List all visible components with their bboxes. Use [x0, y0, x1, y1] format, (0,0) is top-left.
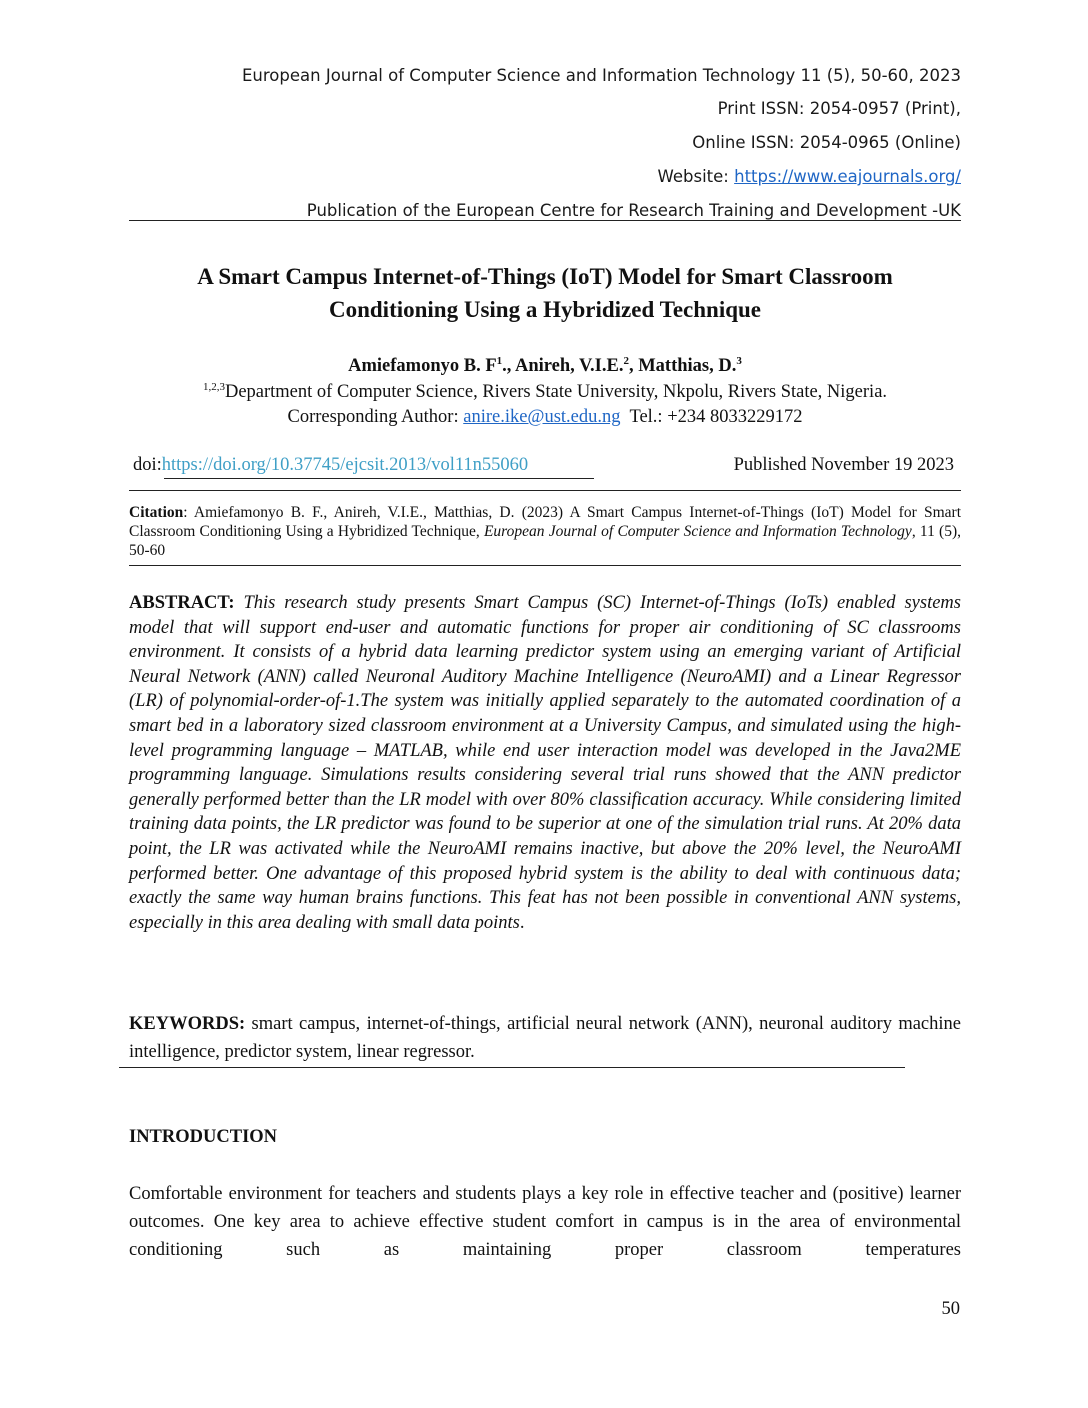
citation [129, 503, 961, 560]
abstract-label: ABSTRACT: [129, 593, 244, 613]
corresponding-label: Corresponding Author: [287, 407, 464, 427]
website-line [129, 167, 961, 187]
publisher-line: Publication of the European Centre for Research Training and Development -UK [306, 201, 961, 220]
keywords [129, 1010, 961, 1066]
citation-volume: , 11 (5), 50-60 [129, 523, 962, 559]
abstract-end: . [519, 912, 525, 933]
doi-line [133, 453, 958, 477]
title-line-1: A Smart Campus Internet-of-Things (IoT) Model for Smart Classroom [197, 264, 893, 289]
introduction-text: Comfortable environment for teachers and students plays a key role in effective teacher and (positive) learner outcomes. One key area to achieve effective student comfort in campus is in the area of environmental conditioning such as maintaining proper classroom temperatures [129, 1184, 961, 1260]
author-1: Amiefamonyo B. F [348, 356, 497, 376]
doi-link[interactable]: https://doi.org/10.37745/ejcsit.2013/vol11n55060 [161, 455, 529, 475]
citation-label: Citation [129, 504, 184, 521]
doi-label: doi: [133, 455, 162, 475]
keywords-text: smart campus, internet-of-things, artificial neural network (ANN), neuronal auditory machine intelligence, predictor system, linear regressor. [129, 1014, 961, 1062]
doi-underline [164, 478, 594, 479]
abstract-text: This research study presents Smart Campus (SC) Internet-of-Things (IoTs) enabled systems model that will support end-user and automatic functions for proper air conditioning of SC classrooms environment. It consists of a hybrid data learning predictor system using an emerging variant of Artificial Neural Network (ANN) called Neuronal Auditory Machine Intelligence (NeuroAMI) and a Linear Regressor (LR) of polynomial-order-of-1.The system was initially applied separately to the automated coordination of a smart bed in a laboratory sized classroom environment at a University Campus, and simulated using the high-level programming language – MATLAB, while end user interaction model was developed in the Java2ME programming language. Simulations results considering several trial runs showed that the ANN predictor generally performed better than the LR model with over 80% classification accuracy. While considering limited training data points, the LR predictor was found to be superior at one of the simulation trial runs. At 20% data point, the LR was activated while the NeuroAMI remains inactive, but above the 20% level, the NeuroAMI performed better. One advantage of this proposed hybrid system is the ability to deal with continuous data; exactly the same way human brains functions. This feat has not been possible in conventional ANN systems, especially in this area dealing with small data points [129, 593, 961, 933]
author-2: ., Anireh, V.I.E. [502, 356, 624, 376]
header-divider [129, 220, 961, 221]
citation-text: : Amiefamonyo B. F., Anireh, V.I.E., Matthias, D. (2023) A Smart Campus Internet-of-Things (IoT) Model for Smart Classroom Conditioning Using a Hybridized Technique, [129, 504, 961, 540]
online-issn: Online ISSN: 2054-0965 (Online) [692, 133, 961, 152]
published-date: Published November 19 2023 [733, 455, 954, 475]
corresponding-phone: Tel.: +234 8033229172 [620, 407, 803, 427]
affiliation-mark: 1,2,3 [202, 380, 225, 393]
author-3: , Matthias, D. [628, 356, 737, 376]
author-1-affil-mark: 1 [496, 354, 503, 367]
corresponding-email-link[interactable]: anire.ike@ust.edu.ng [463, 407, 621, 427]
website-link[interactable]: https://www.eajournals.org/ [734, 167, 961, 186]
citation-divider [129, 565, 961, 566]
author-3-affil-mark: 3 [736, 354, 742, 367]
keywords-label: KEYWORDS: [129, 1014, 246, 1034]
title-line-2: Conditioning Using a Hybridized Technique [328, 297, 761, 322]
affiliation-text: Department of Computer Science, Rivers State University, Nkpolu, Rivers State, Nigeria. [224, 382, 888, 402]
affiliation [129, 380, 961, 404]
print-issn: Print ISSN: 2054-0957 (Print), [717, 99, 961, 118]
citation-journal: European Journal of Computer Science and Information Technology [483, 523, 912, 540]
page-number: 50 [941, 1299, 960, 1319]
author-list [129, 354, 961, 378]
keywords-divider [119, 1067, 905, 1068]
paper-title [129, 260, 961, 326]
journal-header: European Journal of Computer Science and Information Technology 11 (5), 50-60, 2023 [241, 66, 961, 85]
corresponding-author [129, 405, 961, 429]
website-label: Website: [657, 167, 735, 186]
author-2-affil-mark: 2 [623, 354, 629, 367]
doi-divider [129, 490, 961, 491]
introduction-heading: INTRODUCTION [129, 1127, 278, 1147]
abstract [129, 591, 961, 935]
